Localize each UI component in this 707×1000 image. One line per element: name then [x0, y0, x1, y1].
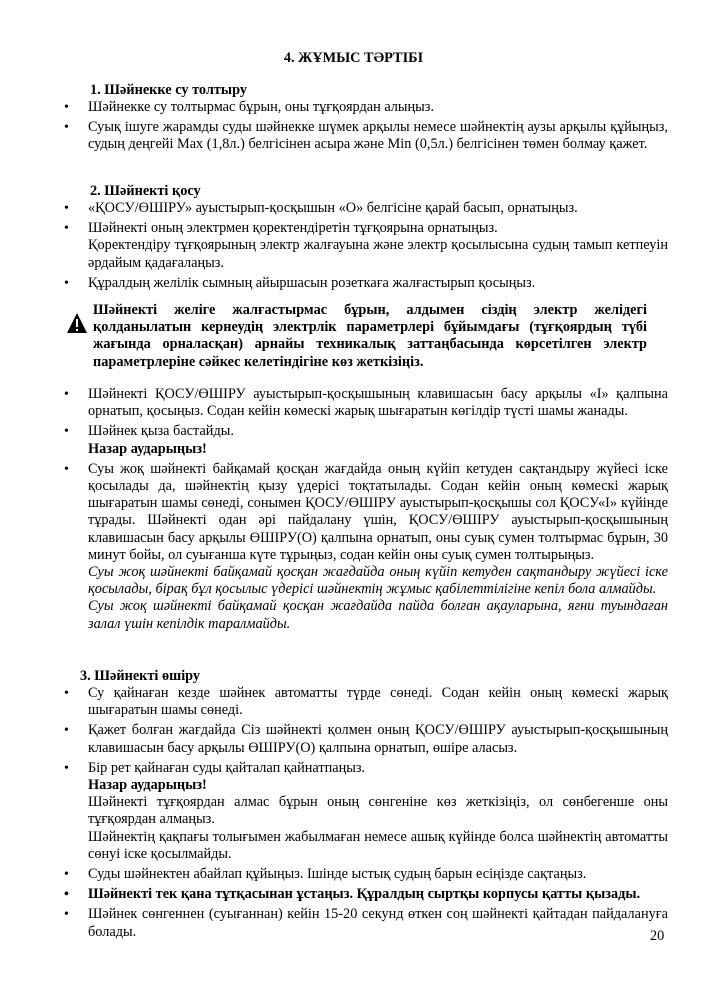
list-item-text: • Бір рет қайнаған суды қайталап қайнатпаңыз. — [88, 759, 366, 776]
list-item — [56, 760, 668, 863]
list-item: • Су қайнаған кезде шәйнек автоматты түрде сөнеді. Содан кейін оның көмескі жарық шығаратын шамы сөнеді. — [56, 685, 668, 719]
list-item-text: • Суы жоқ шәйнекті байқамай қосқан жағдайда оның күйіп кетуден сақтандыру жүйесі іске қосылады да, шәйнектің қызу үдерісі тоқтатылады. Содан кейін оның көмескі жарық шығаратын шамы сөнеді, сонымен ҚОСУ/ӨШІРУ ауыстырып-қосқышы сол ҚОСУ«І» күйінде тұрады. Шәйнекті одан әрі пайдалану үшін, ҚОСУ/ӨШІРУ ауыстырып-қосқышының клавишасын басу арқылы ӨШІРУ(О) қалпына орнатып, оны суық сумен толтырмас бұрын, 30 минут бойы, ол суығанша күте тұрыңыз, содан кейін оны суық сумен толтырыңыз. — [88, 460, 668, 563]
italic-note: Суы жоқ шәйнекті байқамай қосқан жағдайда пайда болған ақауларына, яғни туындаған залал үшін кепілдік таралмайды. — [88, 598, 668, 632]
attention-label: Назар аударыңыз! — [88, 440, 207, 457]
list-item: • Шәйнекті тек қана тұтқасынан ұстаңыз. Құралдың сыртқы корпусы қатты қызады. — [56, 886, 668, 903]
list-item: • «ҚОСУ/ӨШІРУ» ауыстырып-қосқышын «О» белгісіне қарай басып, орнатыңыз. — [56, 200, 668, 217]
list-turn-off — [56, 685, 668, 944]
heading-turn-off: 3. Шәйнекті өшіру — [80, 668, 201, 684]
list-item-continuation: Қоректендіру тұғқоярының электр жалғауына және электр қосылысына судың тамып кетпеуін әрдайым қадағалаңыз. — [88, 237, 668, 271]
list-item — [56, 423, 668, 457]
note-text: Шәйнектің қақпағы толығымен жабылмаған немесе ашық күйінде болса шәйнектің автоматты сөнуі іске қосылмайды. — [88, 828, 668, 862]
heading-turn-on: 2. Шәйнекті қосу — [90, 183, 201, 199]
list-turn-on — [56, 200, 668, 295]
italic-note: Суы жоқ шәйнекті байқамай қосқан жағдайда оның күйіп кетуден сақтандыру жүйесі іске қосылады, бірақ бұл қосылыс үдерісі шәйнектің жұмыс қабілеттілігіне кепіл бола алмайды. — [88, 564, 668, 598]
attention-label: Назар аударыңыз! — [88, 777, 207, 794]
section-title: 4. ЖҰМЫС ТӘРТІБІ — [283, 50, 424, 66]
list-item: • Шәйнекті оның электрмен қоректендіретін тұғқоярына орнатыңыз. — [56, 220, 668, 237]
list-operation — [56, 386, 668, 636]
page-number: 20 — [650, 928, 665, 944]
list-item: • Шәйнек сөнгеннен (суығаннан) кейін 15-20 секунд өткен соң шәйнекті қайтадан пайдалануға болады. — [56, 906, 668, 940]
list-item — [56, 461, 668, 633]
warning-text: Шәйнекті желіге жалғастырмас бұрын, алдымен сіздің электр желідегі қолданылатын кернеудің электрлік параметрлері бұйымдағы (тұғқоярдың түбі жағында орналасқан) арнайы техникалық заттаңбасында көрсетілген электр параметрлеріне сәйкес келетіндігіне көз жеткізіңіз. — [93, 302, 647, 370]
list-item: • Құралдың желілік сымның айыршасын розеткаға жалғастырып қосыңыз. — [56, 275, 668, 292]
list-item: • Суық ішуге жарамды суды шәйнекке шүмек арқылы немесе шәйнектің аузы арқылы құйыңыз, судың деңгейі Мах (1,8л.) белгісінен асыра және Min (0,5л.) белгісінен төмен болмау қажет. — [56, 119, 668, 153]
list-fill-kettle — [56, 99, 668, 157]
warning-triangle-icon — [66, 312, 88, 334]
list-item: • Суды шәйнектен абайлап құйыңыз. Ішінде ыстық судың барын есіңізде сақтаңыз. — [56, 866, 668, 883]
note-text: Шәйнекті тұғқоярдан алмас бұрын оның сөнгеніне көз жеткізіңіз, ол сөнбегенше оны тұғқоярдан алмаңыз. — [88, 794, 668, 828]
list-item: • Шәйнекке су толтырмас бұрын, оны тұғқоярдан алыңыз. — [56, 99, 668, 116]
list-item-text: • Шәйнек қыза бастайды. — [88, 423, 234, 440]
heading-fill-kettle: 1. Шәйнекке су толтыру — [90, 82, 247, 98]
list-item: • Шәйнекті ҚОСУ/ӨШІРУ ауыстырып-қосқышының клавишасын басу арқылы «І» қалпына орнатып, қосыңыз. Содан кейін көмескі жарық шығаратын көгілдір түсті шамы жанады. — [56, 386, 668, 420]
list-item: • Қажет болған жағдайда Сіз шәйнекті қолмен оның ҚОСУ/ӨШІРУ ауыстырып-қосқышының клавишасын басу арқылы ӨШІРУ(О) қалпына орнатып, өшіре аласыз. — [56, 722, 668, 756]
